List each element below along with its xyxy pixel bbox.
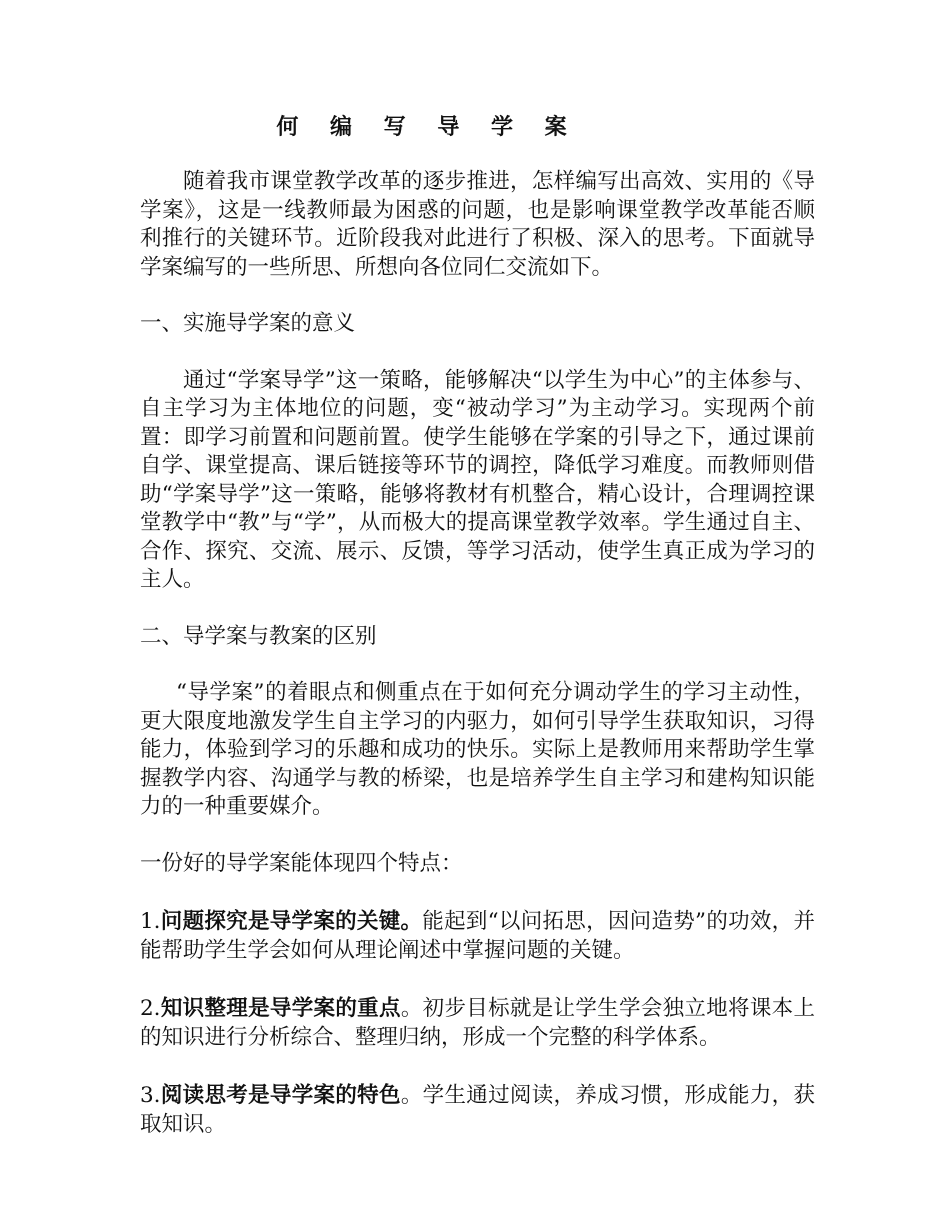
feature-bold-text: 问题探究是导学案的关键。 (160, 909, 423, 934)
intro-paragraph: 随着我市课堂教学改革的逐步推进，怎样编写出高效、实用的《导学案》，这是一线教师最为困惑的问题，也是影响课堂教学改革能否顺利推行的关键环节。近阶段我对此进行了积极、深入的思考。下面就导学案编写的一些所思、所想向各位同仁交流如下。 (140, 169, 815, 280)
feature-bold-text: 阅读思考是导学案的特色 (160, 1083, 401, 1108)
feature-text: 。学生通过阅读，养成习惯，形成能力，获取知识。 (140, 1083, 815, 1137)
feature-number: 2. (140, 996, 161, 1021)
feature-item-1 (140, 908, 815, 965)
section1-body: 通过“学案导学”这一策略，能够解决“以学生为中心”的主体参与、自主学习为主体地位的问题，变“被动学习”为主动学习。实现两个前置：即学习前置和问题前置。使学生能够在学案的引导之下，通过课前自学、课堂提高、课后链接等环节的调控，降低学习难度。而教师则借助“学案导学”这一策略，能够将教材有机整合，精心设计，合理调控课堂教学中“教”与“学”，从而极大的提高课堂教学效率。学生通过自主、合作、探究、交流、展示、反馈，等学习活动，使学生真正成为学习的主人。 (140, 367, 815, 592)
feature-bold-text: 知识整理是导学案的重点 (160, 996, 401, 1021)
feature-number: 3. (140, 1083, 161, 1108)
feature-item-3 (140, 1082, 815, 1139)
feature-text: 能起到“以问拓思，因问造势”的功效，并能帮助学生学会如何从理论阐述中掌握问题的关键。 (140, 909, 815, 963)
section1-heading: 一、实施导学案的意义 (140, 311, 356, 336)
section2-body: “导学案”的着眼点和侧重点在于如何充分调动学生的学习主动性，更大限度地激发学生自主学习的内驱力，如何引导学生获取知识，习得能力，体验到学习的乐趣和成功的快乐。实际上是教师用来帮助学生掌握教学内容、沟通学与教的桥梁，也是培养学生自主学习和建构知识能力的一种重要媒介。 (140, 680, 815, 819)
document-title: 何 编 写 导 学 案 (276, 114, 579, 140)
features-intro: 一份好的导学案能体现四个特点： (140, 850, 463, 876)
section2-heading: 二、导学案与教案的区别 (140, 623, 377, 649)
feature-number: 1. (140, 909, 161, 934)
feature-text: 。初步目标就是让学生学会独立地将课本上的知识进行分析综合、整理归纳，形成一个完整的科学体系。 (140, 996, 815, 1050)
feature-item-2 (140, 995, 815, 1052)
document-page (140, 110, 815, 1139)
